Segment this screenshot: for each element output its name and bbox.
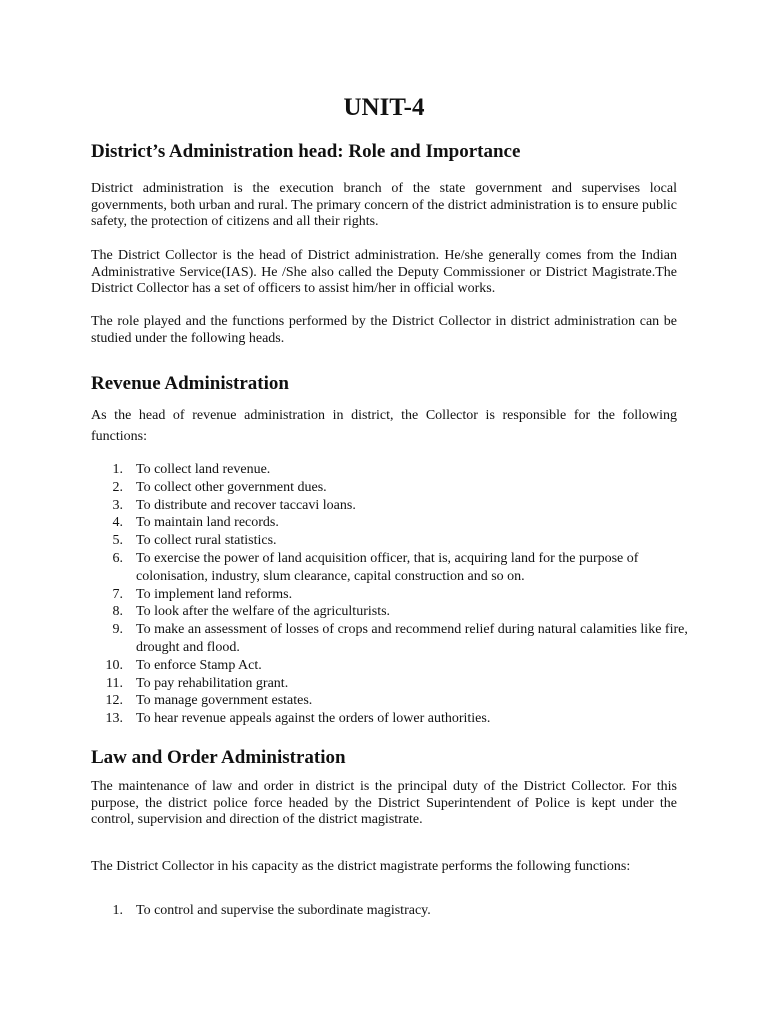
list-item — [91, 479, 691, 497]
list-item-number: 2. — [112, 479, 123, 495]
list-item — [91, 550, 691, 586]
main-heading: District’s Administration head: Role and Importance — [91, 141, 521, 162]
list-item — [91, 710, 691, 728]
list-item-number: 5. — [112, 533, 123, 549]
list-item-number: 3. — [112, 497, 123, 513]
list-item-text: To manage government estates. — [136, 693, 313, 709]
list-item — [91, 514, 691, 532]
list-item — [91, 621, 691, 657]
law-order-paragraph: The District Collector in his capacity as the district magistrate performs the following functions: — [91, 859, 631, 874]
list-item — [91, 586, 691, 604]
list-item-text: To hear revenue appeals against the orders of lower authorities. — [136, 711, 491, 727]
list-item — [91, 657, 691, 675]
list-item-text: To collect other government dues. — [136, 479, 327, 495]
list-item-text: To collect rural statistics. — [136, 533, 277, 549]
list-item-text: To enforce Stamp Act. — [136, 657, 262, 673]
list-item-number: 8. — [112, 604, 123, 620]
list-item-number: 13. — [105, 711, 123, 727]
list-item — [91, 532, 691, 550]
list-item — [91, 692, 691, 710]
list-item — [91, 603, 691, 621]
list-item-text: To collect land revenue. — [136, 462, 271, 477]
revenue-functions-list — [91, 461, 691, 728]
law-order-paragraph: The maintenance of law and order in district is the principal duty of the District Collector. For this purpose, the district police force headed by the District Superintendent of Police is kept under the control, supervision and direction of the district magistrate. — [91, 779, 677, 828]
list-item-text: To implement land reforms. — [136, 586, 293, 602]
list-item-number: 10. — [105, 657, 123, 673]
list-item — [91, 902, 691, 920]
list-item-text: To control and supervise the subordinate magistracy. — [136, 903, 431, 918]
list-item-text: To look after the welfare of the agriculturists. — [136, 604, 391, 620]
unit-title: UNIT-4 — [343, 94, 425, 121]
list-item-text: To pay rehabilitation grant. — [136, 675, 289, 691]
revenue-intro: As the head of revenue administration in district, the Collector is responsible for the following functions: — [91, 408, 677, 444]
intro-paragraph: The role played and the functions performed by the District Collector in district administration can be studied under the following heads. — [91, 314, 677, 346]
list-item-number: 6. — [112, 550, 123, 566]
revenue-heading: Revenue Administration — [91, 373, 289, 394]
list-item-text: To distribute and recover taccavi loans. — [136, 497, 356, 513]
list-item-number: 12. — [105, 693, 123, 709]
list-item-number: 4. — [112, 515, 123, 531]
law-order-functions-list — [91, 902, 691, 920]
list-item-number: 1. — [112, 903, 123, 918]
list-item-text: To make an assessment of losses of crops and recommend relief during natural calamities like fire, drought and flood. — [136, 622, 688, 655]
list-item-number: 7. — [112, 586, 123, 602]
list-item — [91, 497, 691, 515]
list-item-text: To exercise the power of land acquisition officer, that is, acquiring land for the purpose of colonisation, industry, slum clearance, capital construction and so on. — [136, 550, 639, 584]
list-item — [91, 675, 691, 693]
list-item-number: 9. — [112, 622, 123, 638]
intro-paragraph: District administration is the execution branch of the state government and supervises local governments, both urban and rural. The primary concern of the district administration is to ensure public safety, the protection of citizens and all their rights. — [91, 181, 677, 230]
list-item-number: 1. — [112, 462, 123, 477]
list-item-text: To maintain land records. — [136, 515, 279, 531]
list-item-number: 11. — [106, 675, 123, 691]
list-item — [91, 461, 691, 479]
law-order-heading: Law and Order Administration — [91, 747, 346, 768]
intro-paragraph: The District Collector is the head of District administration. He/she generally comes from the Indian Administrative Service(IAS). He /She also called the Deputy Commissioner or District Magistrate.The District Collector has a set of officers to assist him/her in official works. — [91, 248, 677, 297]
